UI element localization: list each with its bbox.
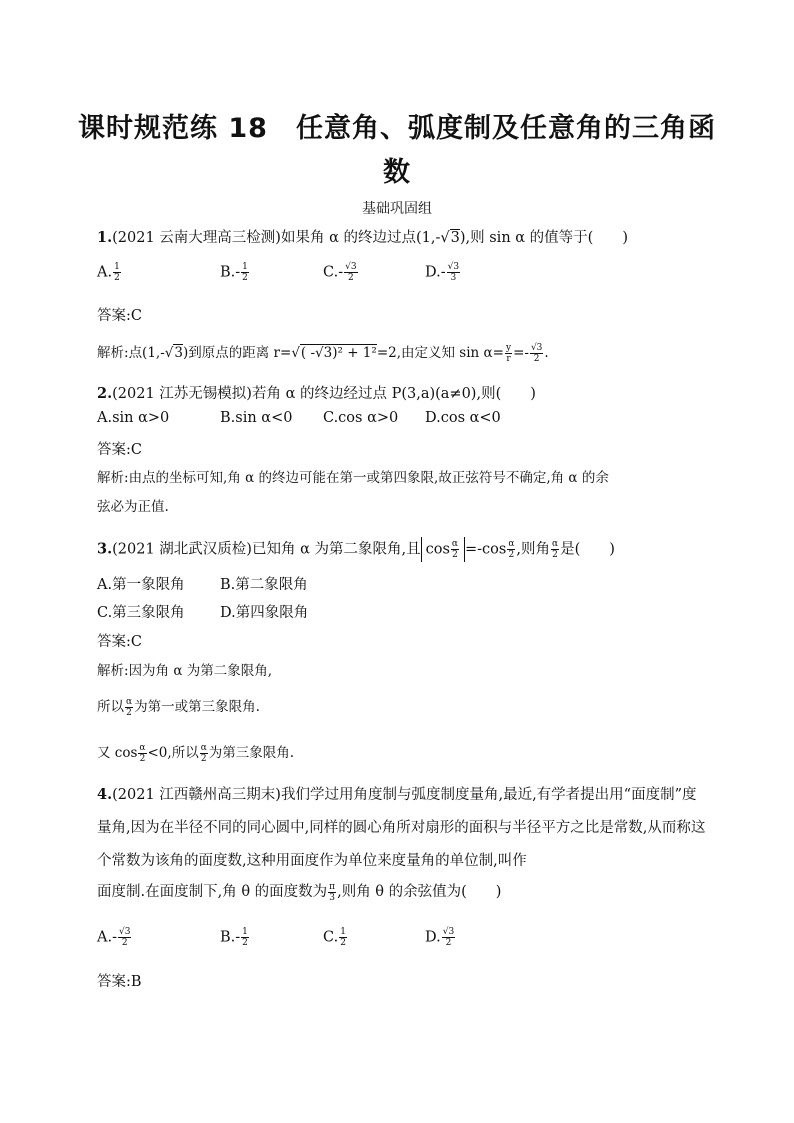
page-title-cont: 数 xyxy=(383,157,411,188)
page-title: 课时规范练 18 任意角、弧度制及任意角的三角函 xyxy=(78,113,716,144)
q4-option-c: C. $\frac{1}{2}$ xyxy=(323,927,346,948)
q3-option-a: A.第一象限角 xyxy=(97,577,185,593)
q2-explanation: 解析:由点的坐标可知,角 α 的终边可能在第一或第四象限,故正弦符号不确定,角 α 的余 xyxy=(97,470,609,486)
q3-option-c: C.第三象限角 xyxy=(97,605,185,621)
question-number: 1. xyxy=(97,229,113,246)
q2-answer: 答案:C xyxy=(97,442,142,458)
q3-option-d: D.第四象限角 xyxy=(220,605,309,621)
q3-explanation-2: 所以 $\frac{\alpha}{2}$ 为第一或第三象限角. xyxy=(97,697,260,718)
q1-option-c: C.- $\frac{√3}{2}$ xyxy=(323,262,357,283)
q3-option-b: B.第二象限角 xyxy=(220,577,308,593)
q2-explanation-cont: 弦必为正值. xyxy=(97,499,169,515)
q3-explanation-3: 又 cos $\frac{\alpha}{2}$ <0,所以 $\frac{\alpha}{2}$ 为第三象限角. xyxy=(97,743,295,764)
fraction: $\frac{√3}{2}$ xyxy=(530,343,543,364)
q4-option-d: D. $\frac{√3}{2}$ xyxy=(425,927,455,948)
question-2: 2.(2021 江苏无锡模拟)若角 α 的终边经过点 P(3,a)(a≠0),则( ) xyxy=(97,385,536,402)
q3-answer: 答案:C xyxy=(97,634,142,650)
section-subtitle: 基础巩固组 xyxy=(362,201,432,217)
q4-option-b: B.- $\frac{1}{2}$ xyxy=(220,927,248,948)
absolute-value: cos $\frac{\alpha}{2}$ xyxy=(421,537,465,562)
q1-option-a: A. $\frac{1}{2}$ xyxy=(97,262,120,283)
q1-option-d: D.- $\frac{√3}{3}$ xyxy=(425,262,460,283)
fraction: $\frac{1}{2}$ xyxy=(242,262,248,283)
q4-option-a: A.- $\frac{√3}{2}$ xyxy=(97,927,131,948)
fraction: $\frac{√3}{3}$ xyxy=(447,262,460,283)
question-4-last-line: 面度制.在面度制下,角 θ 的面度数为 $\frac{\pi}{3}$ ,则角 θ 的余弦值为( ) xyxy=(97,881,502,903)
question-3: 3.(2021 湖北武汉质检)已知角 α 为第二象限角,且 cos $\frac{\alpha}{2}$ =-cos $\frac{\alpha}{2}$ ,则角 $\frac{\alpha}{2}$ 是( ) xyxy=(97,539,615,560)
question-1: 1.(2021 云南大理高三检测)如果角 α 的终边过点(1,-√3),则 sin α 的值等于( ) xyxy=(97,229,628,246)
q1-option-b: B.- $\frac{1}{2}$ xyxy=(220,262,248,283)
q1-explanation: 解析:点(1,-√3)到原点的距离 r=√( -√3)² + 1²=2,由定义知 sin α= $\frac{y}{r}$ =- $\frac{√3}{2}$ . xyxy=(97,343,549,364)
q2-option-a: A.sin α>0 xyxy=(97,410,170,426)
fraction: $\frac{√3}{2}$ xyxy=(345,262,357,283)
q2-option-d: D.cos α<0 xyxy=(425,410,501,426)
fraction: $\frac{1}{2}$ xyxy=(114,262,120,283)
q2-option-b: B.sin α<0 xyxy=(220,410,293,426)
fraction: $\frac{y}{r}$ xyxy=(505,343,512,364)
q4-answer: 答案:B xyxy=(97,974,142,990)
q2-option-c: C.cos α>0 xyxy=(323,410,399,426)
question-4: 4.(2021 江西赣州高三期末)我们学过用角度制与弧度制度量角,最近,有学者提出用“面度制”度量角,因为在半径不同的同心圆中,同样的圆心角所对扇形的面积与半径平方之比是常数,从而称这个常数为该角的面度数,这种用面度作为单位来度量角的单位制,叫作 xyxy=(97,786,706,869)
q1-answer: 答案:C xyxy=(97,308,142,324)
sqrt-symbol: √ xyxy=(440,230,450,246)
q3-explanation: 解析:因为角 α 为第二象限角, xyxy=(97,663,273,679)
